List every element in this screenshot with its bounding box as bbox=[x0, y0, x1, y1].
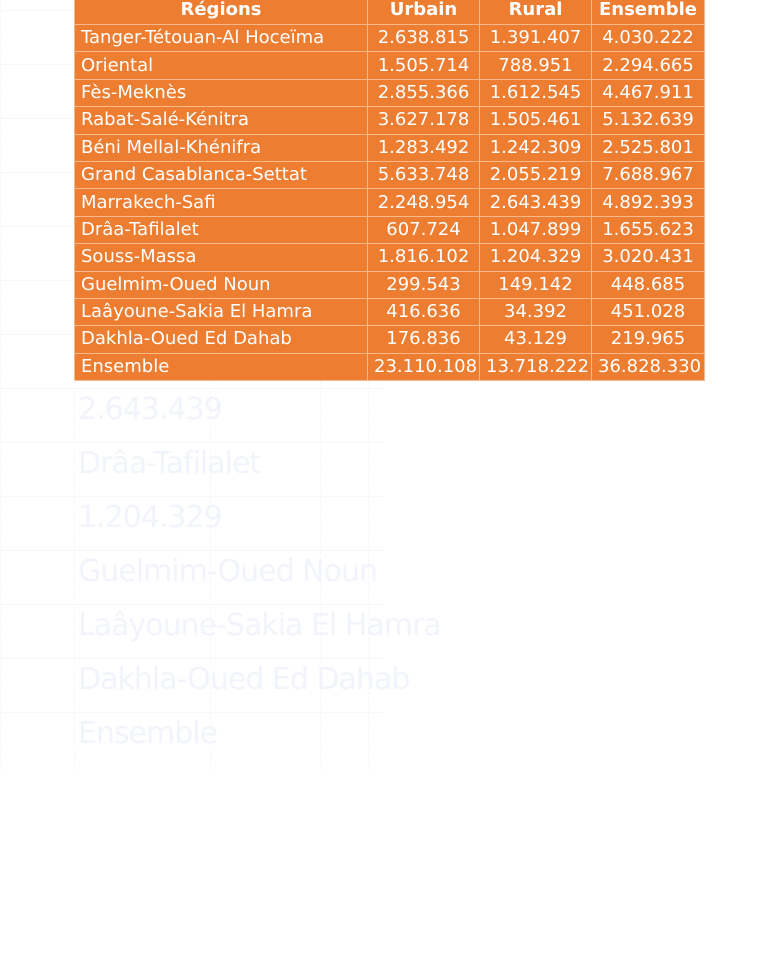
ensemble-cell: 1.655.623 bbox=[592, 216, 705, 243]
ensemble-cell: 3.020.431 bbox=[592, 244, 705, 271]
ghost-grid-line bbox=[0, 550, 384, 551]
rural-cell: 1.505.461 bbox=[480, 107, 592, 134]
ghost-text: Drâa-Tafilalet bbox=[78, 446, 261, 481]
ghost-text: Laâyoune-Sakia El Hamra bbox=[78, 608, 441, 643]
ghost-grid-line bbox=[0, 388, 384, 389]
region-name-cell: Grand Casablanca-Settat bbox=[75, 161, 368, 188]
region-name-cell: Drâa-Tafilalet bbox=[75, 216, 368, 243]
region-name-cell: Fès-Meknès bbox=[75, 79, 368, 106]
table-row bbox=[75, 161, 705, 188]
ensemble-cell: 219.965 bbox=[592, 326, 705, 353]
urbain-cell: 1.816.102 bbox=[368, 244, 480, 271]
rural-cell: 13.718.222 bbox=[480, 353, 592, 380]
rural-cell: 43.129 bbox=[480, 326, 592, 353]
rural-cell: 1.612.545 bbox=[480, 79, 592, 106]
table-row bbox=[75, 216, 705, 243]
rural-cell: 149.142 bbox=[480, 271, 592, 298]
table-row bbox=[75, 189, 705, 216]
ghost-grid-line bbox=[0, 658, 384, 659]
region-name-cell: Tanger-Tétouan-Al Hoceïma bbox=[75, 25, 368, 52]
urbain-cell: 23.110.108 bbox=[368, 353, 480, 380]
region-name-cell: Guelmim-Oued Noun bbox=[75, 271, 368, 298]
table-row bbox=[75, 25, 705, 52]
table-row bbox=[75, 244, 705, 271]
urbain-cell: 299.543 bbox=[368, 271, 480, 298]
table-header-row bbox=[75, 0, 705, 25]
ghost-grid-line bbox=[0, 604, 384, 605]
ensemble-cell: 451.028 bbox=[592, 298, 705, 325]
urbain-cell: 416.636 bbox=[368, 298, 480, 325]
ensemble-cell: 448.685 bbox=[592, 271, 705, 298]
ghost-grid-line bbox=[0, 712, 384, 713]
ensemble-cell: 7.688.967 bbox=[592, 161, 705, 188]
regions-population-table bbox=[74, 0, 705, 381]
ensemble-cell: 4.892.393 bbox=[592, 189, 705, 216]
region-name-cell: Souss-Massa bbox=[75, 244, 368, 271]
table-row bbox=[75, 107, 705, 134]
ensemble-cell: 2.294.665 bbox=[592, 52, 705, 79]
region-name-cell: Ensemble bbox=[75, 353, 368, 380]
ensemble-cell: 4.030.222 bbox=[592, 25, 705, 52]
rural-cell: 1.242.309 bbox=[480, 134, 592, 161]
ensemble-cell: 36.828.330 bbox=[592, 353, 705, 380]
ensemble-cell: 2.525.801 bbox=[592, 134, 705, 161]
ensemble-cell: 5.132.639 bbox=[592, 107, 705, 134]
urbain-cell: 5.633.748 bbox=[368, 161, 480, 188]
header-ensemble: Ensemble bbox=[592, 0, 705, 25]
ghost-text: 2.643.439 bbox=[78, 392, 222, 427]
urbain-cell: 1.283.492 bbox=[368, 134, 480, 161]
header-urbain: Urbain bbox=[368, 0, 480, 25]
urbain-cell: 3.627.178 bbox=[368, 107, 480, 134]
table-row bbox=[75, 79, 705, 106]
region-name-cell: Béni Mellal-Khénifra bbox=[75, 134, 368, 161]
ghost-text: Ensemble bbox=[78, 716, 218, 751]
table-row bbox=[75, 271, 705, 298]
region-name-cell: Dakhla-Oued Ed Dahab bbox=[75, 326, 368, 353]
table-row bbox=[75, 298, 705, 325]
region-name-cell: Laâyoune-Sakia El Hamra bbox=[75, 298, 368, 325]
rural-cell: 2.643.439 bbox=[480, 189, 592, 216]
table-row bbox=[75, 353, 705, 380]
ghost-text: 1.204.329 bbox=[78, 500, 222, 535]
ghost-grid-line bbox=[0, 442, 384, 443]
rural-cell: 1.391.407 bbox=[480, 25, 592, 52]
urbain-cell: 2.855.366 bbox=[368, 79, 480, 106]
rural-cell: 788.951 bbox=[480, 52, 592, 79]
region-name-cell: Rabat-Salé-Kénitra bbox=[75, 107, 368, 134]
rural-cell: 1.204.329 bbox=[480, 244, 592, 271]
ghost-grid-line bbox=[0, 496, 384, 497]
urbain-cell: 2.248.954 bbox=[368, 189, 480, 216]
region-name-cell: Oriental bbox=[75, 52, 368, 79]
table-row bbox=[75, 326, 705, 353]
rural-cell: 34.392 bbox=[480, 298, 592, 325]
urbain-cell: 607.724 bbox=[368, 216, 480, 243]
urbain-cell: 2.638.815 bbox=[368, 25, 480, 52]
urbain-cell: 176.836 bbox=[368, 326, 480, 353]
ghost-text: Guelmim-Oued Noun bbox=[78, 554, 377, 589]
rural-cell: 2.055.219 bbox=[480, 161, 592, 188]
header-rural: Rural bbox=[480, 0, 592, 25]
table-row bbox=[75, 52, 705, 79]
table-body bbox=[75, 25, 705, 381]
ghost-text: Dakhla-Oued Ed Dahab bbox=[78, 662, 410, 697]
table-row bbox=[75, 134, 705, 161]
ghost-grid-line bbox=[0, 0, 1, 770]
region-name-cell: Marrakech-Safi bbox=[75, 189, 368, 216]
ensemble-cell: 4.467.911 bbox=[592, 79, 705, 106]
header-regions: Régions bbox=[75, 0, 368, 25]
urbain-cell: 1.505.714 bbox=[368, 52, 480, 79]
rural-cell: 1.047.899 bbox=[480, 216, 592, 243]
